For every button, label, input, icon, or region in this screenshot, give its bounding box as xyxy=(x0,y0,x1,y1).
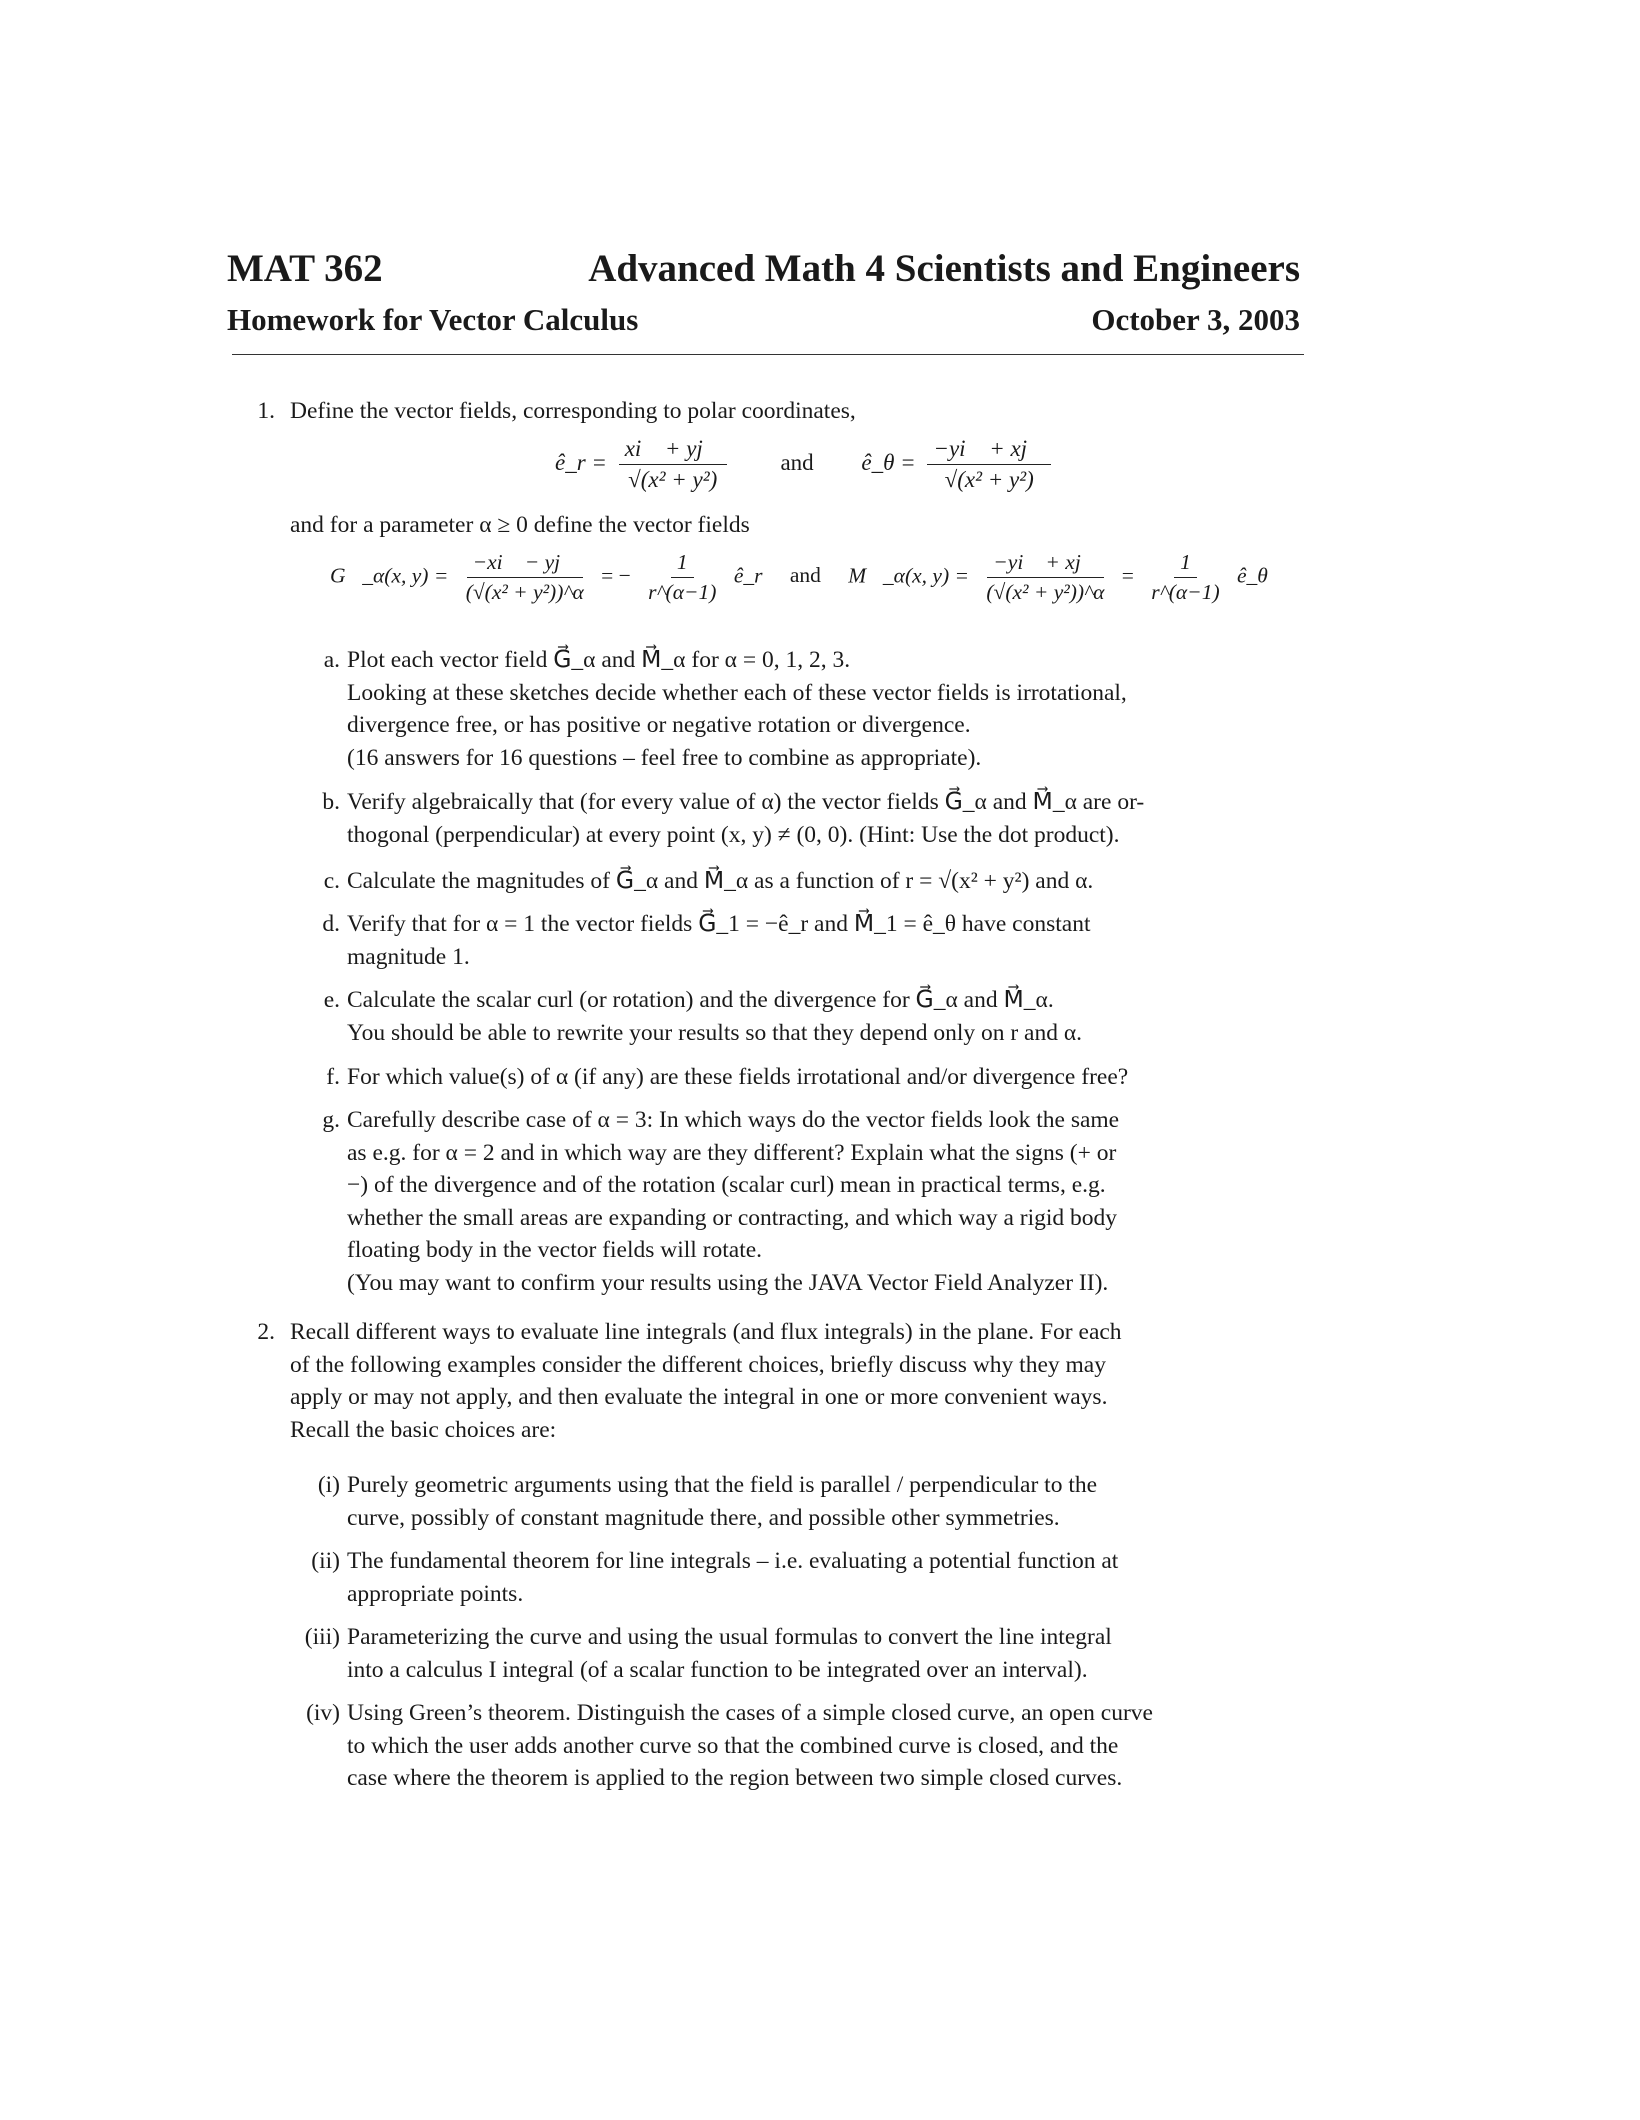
item-g-label: g. xyxy=(322,1107,340,1133)
etheta-denominator: √(x² + y²) xyxy=(944,467,1034,492)
m-r-numerator: 1 xyxy=(1174,550,1197,578)
choice-ii-line: appropriate points. xyxy=(347,1580,524,1607)
m-numerator: −yi⃗ + xj⃗ xyxy=(987,550,1103,578)
choice-iv-line: case where the theorem is applied to the region between two simple closed curves. xyxy=(347,1765,1123,1791)
problem2-line: Recall the basic choices are: xyxy=(290,1416,557,1443)
g-r-fraction xyxy=(642,550,722,605)
m-r-denominator: r^(α−1) xyxy=(1151,580,1220,604)
item-b-text xyxy=(347,786,1300,851)
item-g-text xyxy=(347,1104,1300,1299)
etheta-lhs: ê_θ = xyxy=(861,449,916,475)
header-title-row xyxy=(227,246,1300,291)
er-lhs: ê_r = xyxy=(555,449,607,475)
course-title: Advanced Math 4 Scientists and Engineers xyxy=(588,247,1300,290)
item-f-line: For which value(s) of α (if any) are these fields irrotational and/or divergence free? xyxy=(347,1064,1129,1090)
item-d-line: Verify that for α = 1 the vector fields G⃗_1 = −ê_r and M⃗_1 = ê_θ have constant xyxy=(347,911,1091,937)
g-equals: = − xyxy=(601,563,631,588)
item-c-label: c. xyxy=(323,868,340,894)
eq1-and: and xyxy=(780,449,814,475)
choice-iv-text xyxy=(347,1697,1300,1795)
problem2-line: of the following examples consider the different choices, briefly discuss why they may xyxy=(290,1351,1106,1378)
item-g-line: floating body in the vector fields will rotate. xyxy=(347,1237,763,1263)
item-a-line: Plot each vector field G⃗_α and M⃗_α for α = 0, 1, 2, 3. xyxy=(347,647,851,673)
item-e-line: You should be able to rewrite your results so that they depend only on r and α. xyxy=(347,1019,1083,1046)
problem2-line: apply or may not apply, and then evaluate the integral in one or more convenient ways. xyxy=(290,1384,1108,1410)
problem1-intro: Define the vector fields, corresponding to polar coordinates, xyxy=(290,398,856,424)
m-denominator: (√(x² + y²))^α xyxy=(986,580,1105,604)
equation-unit-vectors xyxy=(555,436,1057,493)
m-lhs: M⃗_α(x, y) = xyxy=(848,563,969,588)
choice-iv-line: Using Green’s theorem. Distinguish the cases of a simple closed curve, an open curve xyxy=(347,1700,1153,1726)
choice-iii-text xyxy=(347,1621,1300,1686)
choice-ii-line: The fundamental theorem for line integrals – i.e. evaluating a potential function at xyxy=(347,1548,1119,1574)
problem2-label: 2. xyxy=(257,1319,275,1345)
item-a-label: a. xyxy=(323,647,340,673)
item-a-line: Looking at these sketches decide whether each of these vector fields is irrotational, xyxy=(347,679,1127,706)
choice-i-text xyxy=(347,1469,1300,1534)
choice-ii-text xyxy=(347,1545,1300,1610)
item-c-text xyxy=(347,865,1300,898)
choice-iv-label: (iv) xyxy=(306,1700,340,1726)
equation-vector-fields xyxy=(330,550,1268,605)
g-denominator: (√(x² + y²))^α xyxy=(465,580,584,604)
item-g-line: as e.g. for α = 2 and in which way are they different? Explain what the signs (+ or xyxy=(347,1139,1117,1166)
item-d-line: magnitude 1. xyxy=(347,943,470,970)
item-d-text xyxy=(347,908,1300,973)
problem2-line: Recall different ways to evaluate line integrals (and flux integrals) in the plane. For each xyxy=(290,1319,1122,1345)
item-b-label: b. xyxy=(322,789,340,815)
g-fraction xyxy=(460,550,590,605)
item-e-label: e. xyxy=(323,987,340,1013)
g-r-denominator: r^(α−1) xyxy=(648,580,717,604)
choice-iii-line: Parameterizing the curve and using the usual formulas to convert the line integral xyxy=(347,1624,1112,1650)
item-b-line: Verify algebraically that (for every value of α) the vector fields G⃗_α and M⃗_α are or- xyxy=(347,789,1145,815)
item-b-line: thogonal (perpendicular) at every point (x, y) ≠ (0, 0). (Hint: Use the dot product). xyxy=(347,821,1120,848)
item-g-line: −) of the divergence and of the rotation (scalar curl) mean in practical terms, e.g. xyxy=(347,1172,1106,1198)
item-a-line: divergence free, or has positive or negative rotation or divergence. xyxy=(347,712,971,738)
g-r-numerator: 1 xyxy=(671,550,694,578)
etheta-numerator: −yi⃗ + xj⃗ xyxy=(927,436,1051,465)
problem1-label: 1. xyxy=(257,398,275,424)
choice-i-line: curve, possibly of constant magnitude there, and possible other symmetries. xyxy=(347,1504,1060,1531)
item-a-text xyxy=(347,644,1300,774)
header-rule xyxy=(232,354,1304,355)
item-e-text xyxy=(347,984,1300,1049)
problem2-text xyxy=(290,1316,1300,1446)
homework-title: Homework for Vector Calculus xyxy=(227,302,639,337)
choice-iv-line: to which the user adds another curve so that the combined curve is closed, and the xyxy=(347,1732,1119,1759)
m-equals: = xyxy=(1121,563,1134,588)
item-f-text xyxy=(347,1061,1300,1094)
header-subtitle-row xyxy=(227,302,1300,338)
er-denominator: √(x² + y²) xyxy=(628,467,718,492)
item-f-label: f. xyxy=(326,1064,340,1090)
choice-i-line: Purely geometric arguments using that the field is parallel / perpendicular to the xyxy=(347,1472,1098,1498)
item-e-line: Calculate the scalar curl (or rotation) and the divergence for G⃗_α and M⃗_α. xyxy=(347,987,1054,1013)
m-r-fraction xyxy=(1145,550,1225,605)
item-g-line: whether the small areas are expanding or contracting, and which way a rigid body xyxy=(347,1204,1118,1231)
item-d-label: d. xyxy=(322,911,340,937)
etheta-fraction xyxy=(927,436,1051,493)
g-lhs: G⃗_α(x, y) = xyxy=(330,563,449,588)
item-a-line: (16 answers for 16 questions – feel free to combine as appropriate). xyxy=(347,744,982,771)
choice-ii-label: (ii) xyxy=(311,1548,340,1574)
item-g-line: (You may want to confirm your results using the JAVA Vector Field Analyzer II). xyxy=(347,1269,1109,1296)
m-fraction xyxy=(980,550,1110,605)
homework-date: October 3, 2003 xyxy=(1091,302,1300,337)
m-tail: ê_θ xyxy=(1236,563,1268,588)
problem1-param-text: and for a parameter α ≥ 0 define the vector fields xyxy=(290,512,750,538)
g-numerator: −xi⃗ − yj⃗ xyxy=(467,550,583,578)
g-tail: ê_r xyxy=(733,563,763,588)
choice-i-label: (i) xyxy=(317,1472,340,1498)
choice-iii-line: into a calculus I integral (of a scalar function to be integrated over an interval). xyxy=(347,1656,1088,1683)
item-c-line: Calculate the magnitudes of G⃗_α and M⃗_α as a function of r = √(x² + y²) and α. xyxy=(347,868,1094,894)
choice-iii-label: (iii) xyxy=(304,1624,340,1650)
eq2-and: and xyxy=(789,563,821,588)
er-numerator: xi⃗ + yj⃗ xyxy=(619,436,727,465)
er-fraction xyxy=(619,436,727,493)
item-g-line: Carefully describe case of α = 3: In which ways do the vector fields look the same xyxy=(347,1107,1120,1133)
course-code: MAT 362 xyxy=(227,247,383,290)
